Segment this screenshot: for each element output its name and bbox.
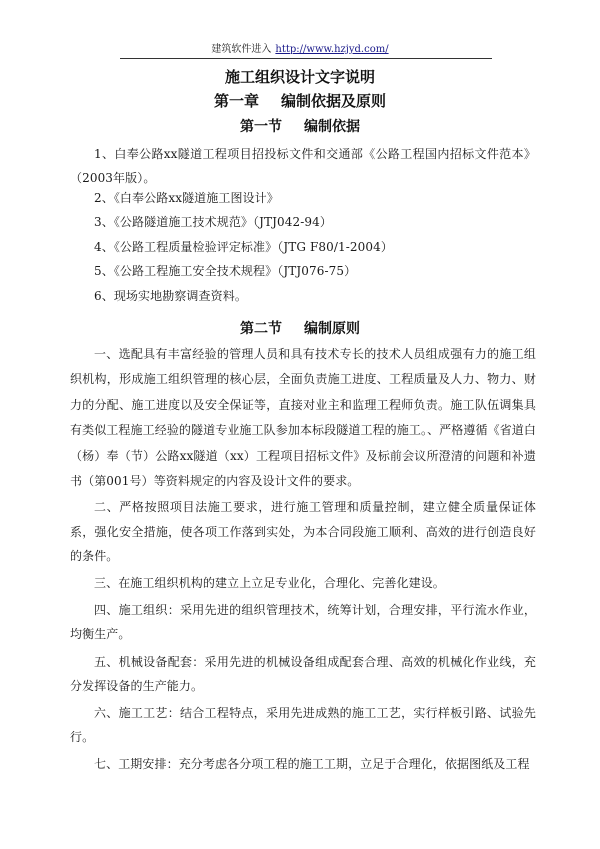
- section1-title: 编制依据: [304, 119, 360, 135]
- section2-heading: [0, 319, 600, 339]
- page-header: [0, 44, 600, 56]
- reference-item-6: 6、现场实地勘察调查资料。: [94, 289, 247, 303]
- header-divider: [120, 58, 492, 59]
- reference-item-4: 4、《公路工程质量检验评定标准》（JTG F80/1-2004）: [94, 240, 393, 254]
- section1-number: 第一节: [240, 119, 282, 135]
- principle-item-7: 七、工期安排：充分考虑各分项工程的施工工期，立足于合理化，依据图纸及工程: [94, 757, 530, 771]
- chapter-title: 编制依据及原则: [281, 92, 387, 110]
- reference-item-5: 5、《公路工程施工安全技术规程》（JTJ076-75）: [94, 264, 357, 278]
- document-title: 施工组织设计文字说明: [224, 68, 375, 86]
- chapter-heading: [0, 90, 600, 112]
- section1-heading: [0, 117, 600, 137]
- header-link[interactable]: http://www.hzjyd.com/: [275, 44, 389, 55]
- principle-item-2: 二、严格按照项目法施工要求，进行施工管理和质量控制，建立健全质量保证体系，强化安全措施，使各项工作落到实处，为本合同段施工顺利、高效的进行创造良好的条件。: [70, 500, 536, 563]
- reference-item-3: 3、《公路隧道施工技术规范》（JTJ042-94）: [94, 215, 332, 229]
- section2-number: 第二节: [240, 321, 282, 337]
- principle-item-6: 六、施工工艺：结合工程特点，采用先进成熟的施工工艺，实行样板引路、试验先行。: [70, 706, 536, 744]
- principle-item-1: 一、选配具有丰富经验的管理人员和具有技术专长的技术人员组成强有力的施工组织机构，形成施工组织管理的核心层，全面负责施工进度、工程质量及人力、物力、财力的分配、施工进度以及安全保证等，直接对业主和监理工程师负责。施工队伍调集具有类似工程施工经验的隧道专业施工队参加本标段隧道工程的施工。、严格遵循《省道白（杨）奉（节）公路xx隧道（xx）工程项目招标文件》及标前会议所澄清的问题和补遗书（第001号）等资料规定的内容及设计文件的要求。: [70, 347, 536, 489]
- principle-item-3: 三、在施工组织机构的建立上立足专业化，合理化、完善化建设。: [94, 576, 445, 590]
- chapter-number: 第一章: [213, 92, 259, 110]
- reference-item-1: 1、白奉公路xx隧道工程项目招投标文件和交通部《公路工程国内招标文件范本》（2003年版）。: [70, 147, 536, 185]
- reference-item-2: 2、《白奉公路xx隧道施工图设计》: [94, 191, 279, 205]
- principle-item-4: 四、施工组织：采用先进的组织管理技术，统筹计划，合理安排，平行流水作业，均衡生产。: [70, 603, 536, 641]
- header-label: 建筑软件进入: [211, 44, 272, 55]
- principle-item-5: 五、机械设备配套：采用先进的机械设备组成配套合理、高效的机械化作业线，充分发挥设备的生产能力。: [70, 655, 536, 693]
- section2-title: 编制原则: [304, 321, 360, 337]
